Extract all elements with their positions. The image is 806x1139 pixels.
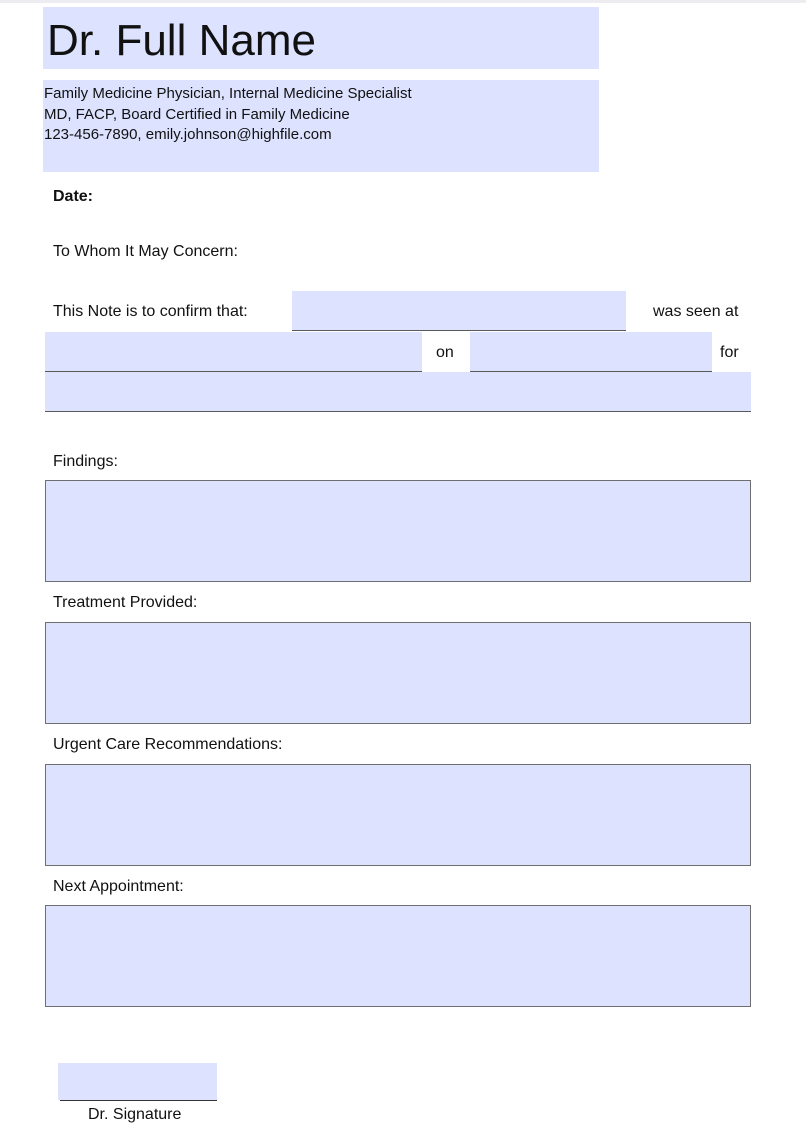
urgent-care-label: Urgent Care Recommendations: <box>53 736 283 753</box>
findings-field[interactable] <box>45 480 751 582</box>
date-label: Date: <box>53 188 94 205</box>
for-label: for <box>720 344 739 361</box>
on-label: on <box>436 344 454 361</box>
next-appointment-field[interactable] <box>45 905 751 1007</box>
confirm-label: This Note is to confirm that: <box>53 303 248 320</box>
patient-name-field[interactable] <box>292 291 626 331</box>
doctor-credentials: MD, FACP, Board Certified in Family Medicine <box>44 106 350 123</box>
signature-field[interactable] <box>58 1063 217 1100</box>
doctor-specialty: Family Medicine Physician, Internal Medicine Specialist <box>44 85 412 102</box>
urgent-care-field[interactable] <box>45 764 751 866</box>
treatment-label: Treatment Provided: <box>53 594 198 611</box>
treatment-field[interactable] <box>45 622 751 724</box>
visit-date-field[interactable] <box>470 332 712 372</box>
signature-line <box>60 1100 217 1101</box>
seen-at-label: was seen at <box>653 303 739 320</box>
doctor-name: Dr. Full Name <box>47 16 316 65</box>
visit-reason-field[interactable] <box>45 372 751 412</box>
page-top-edge <box>0 0 806 3</box>
next-appointment-label: Next Appointment: <box>53 878 184 895</box>
doctor-info-field[interactable] <box>43 80 599 172</box>
signature-label: Dr. Signature <box>88 1106 182 1123</box>
salutation: To Whom It May Concern: <box>53 243 238 260</box>
findings-label: Findings: <box>53 453 118 470</box>
doctor-contact: 123-456-7890, emily.johnson@highfile.com <box>44 126 332 143</box>
facility-field[interactable] <box>45 332 422 372</box>
doctor-name-field[interactable] <box>43 7 599 69</box>
